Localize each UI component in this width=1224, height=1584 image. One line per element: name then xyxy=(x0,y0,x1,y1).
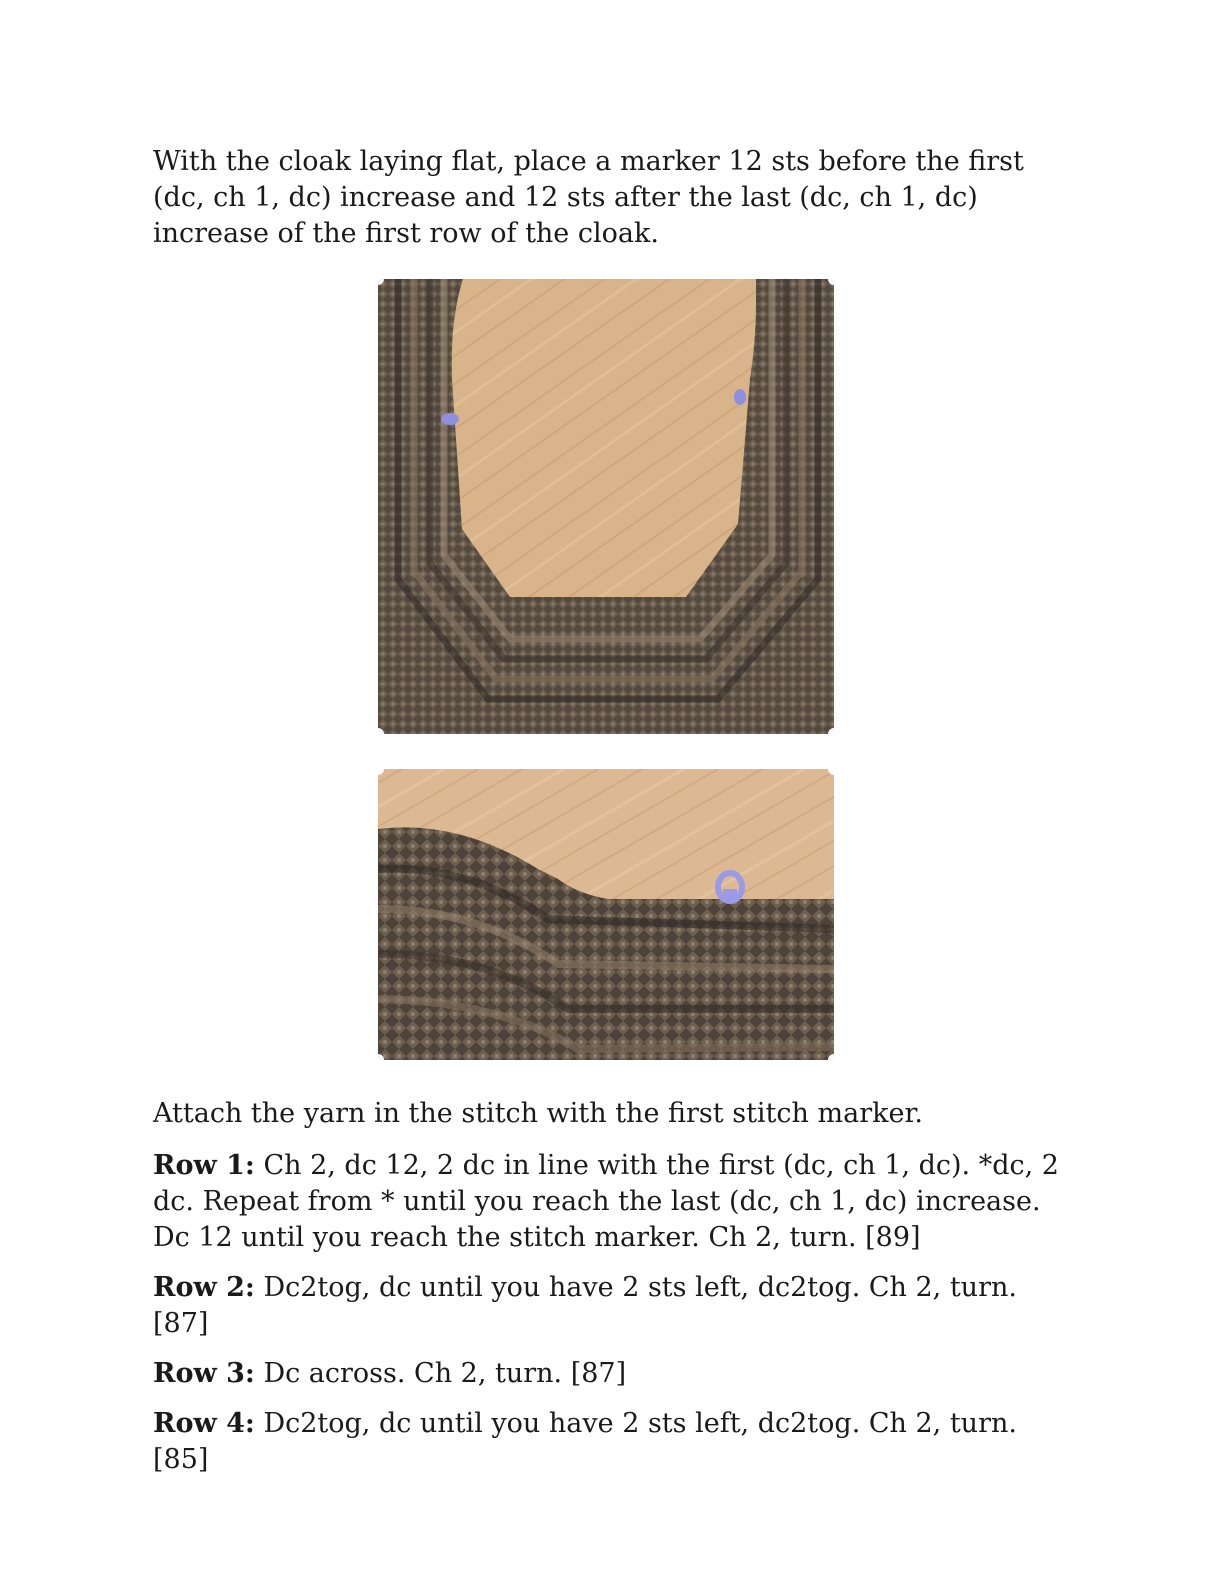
attach-instruction: Attach the yarn in the stitch with the first stitch marker. xyxy=(153,1098,923,1129)
row-text: Dc across. Ch 2, turn. [87] xyxy=(263,1358,627,1389)
row-text: Ch 2, dc 12, 2 dc in line with the first (dc, ch 1, dc). *dc, 2 dc. Repeat from * until you reach the last (dc, ch 1, dc) increase. Dc 12 until you reach the stitch marker. Ch 2, turn. [89] xyxy=(153,1150,1059,1253)
cloak-neckline-photo xyxy=(378,279,834,734)
row-2 xyxy=(153,1270,1073,1342)
row-label: Row 2: xyxy=(153,1272,255,1303)
intro-paragraph: With the cloak laying flat, place a marker 12 sts before the first (dc, ch 1, dc) increase and 12 sts after the last (dc, ch 1, dc) increase of the first row of the cloak. xyxy=(153,146,1024,249)
row-text: Dc2tog, dc until you have 2 sts left, dc2tog. Ch 2, turn. [87] xyxy=(153,1272,1017,1339)
stitch-marker-left xyxy=(441,413,459,425)
row-1 xyxy=(153,1148,1073,1256)
row-3 xyxy=(153,1356,1073,1392)
row-instructions xyxy=(153,1148,1073,1492)
row-label: Row 4: xyxy=(153,1408,255,1439)
marker-closeup-photo xyxy=(378,769,834,1060)
stitch-marker-right xyxy=(734,389,746,405)
row-text: Dc2tog, dc until you have 2 sts left, dc2tog. Ch 2, turn. [85] xyxy=(153,1408,1017,1475)
row-label: Row 1: xyxy=(153,1150,255,1181)
row-4 xyxy=(153,1406,1073,1478)
row-label: Row 3: xyxy=(153,1358,255,1389)
